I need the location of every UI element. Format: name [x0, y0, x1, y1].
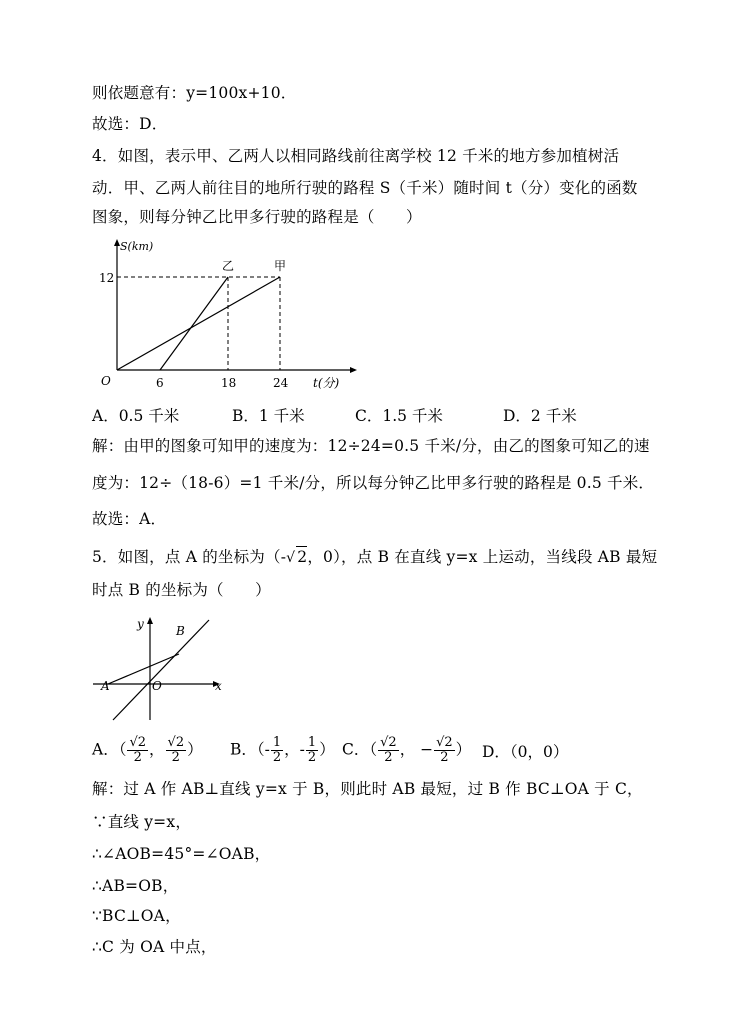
q5-option-b-label: B．（ [230, 740, 265, 759]
question-4-line1: 4．如图，表示甲、乙两人以相同路线前往离学校 12 千米的地方参加植树活 [92, 147, 620, 165]
label-o: O [152, 679, 162, 693]
question-4-line2: 动．甲、乙两人前往目的地所行驶的路程 S（千米）随时间 t（分）变化的函数 [92, 179, 638, 197]
fraction: $\frac{√2}{2}$ [436, 735, 453, 765]
q5-line1-pre: 5．如图，点 A 的坐标为（- [92, 548, 287, 566]
label-jia: 甲 [274, 259, 287, 273]
fraction: $\frac{1}{2}$ [307, 735, 317, 765]
q4-solution-line2: 度为：12÷（18-6）=1 千米/分，所以每分钟乙比甲多行驶的路程是 0.5 千米． [92, 474, 655, 492]
label-b: B [176, 624, 185, 638]
question-5-line1: 5．如图，点 A 的坐标为（-√ 2，0），点 B 在直线 y=x 上运动，当线段 AB 最短 [92, 548, 658, 566]
q5-option-a: A．（ $\frac{√2}{2}$ ， $\frac{√2}{2}$ ） [92, 735, 203, 765]
text-line: 故选：D． [92, 115, 168, 133]
q4-answer: 故选：A． [92, 510, 167, 528]
segment-ab [108, 654, 179, 684]
origin-label: O [101, 374, 111, 388]
x-tick-6: 6 [156, 376, 164, 390]
q5-option-b: B．（- $\frac{1}{2}$ ，- $\frac{1}{2}$ ） [230, 735, 335, 765]
line-yi [160, 277, 228, 370]
q4-option-d: D．2 千米 [503, 407, 577, 425]
label-x: x [215, 679, 222, 693]
q5-solution-line2: ∵直线 y=x， [92, 813, 192, 831]
q5-option-c-label: C．（ [342, 740, 378, 759]
line-jia [117, 277, 280, 370]
q5-solution-line5: ∵BC⊥OA， [92, 907, 181, 925]
y-tick-12: 12 [99, 271, 115, 285]
q5-solution-line6: ∴C 为 OA 中点， [92, 938, 217, 956]
q5-line1-radicand: 2 [297, 548, 308, 566]
q5-solution-line4: ∴AB=OB， [92, 877, 179, 895]
q4-option-a: A．0.5 千米 [92, 407, 180, 425]
q5-line1-post: ，0），点 B 在直线 y=x 上运动，当线段 AB 最短 [307, 548, 658, 566]
coordinate-graph [93, 614, 233, 724]
q5-solution-line1: 解：过 A 作 AB⊥直线 y=x 于 B，则此时 AB 最短，过 B 作 BC⊥OA 于 C， [92, 780, 643, 798]
y-axis-label: S(km) [120, 240, 154, 253]
q4-solution-line1: 解：由甲的图象可知甲的速度为：12÷24=0.5 千米/分，由乙的图象可知乙的速 [92, 437, 650, 455]
fraction: $\frac{1}{2}$ [272, 735, 282, 765]
q5-option-c: C．（ $\frac{√2}{2}$ ， − $\frac{√2}{2}$ ） [342, 735, 472, 765]
line-y-equals-x [113, 620, 209, 720]
fraction: $\frac{√2}{2}$ [167, 735, 185, 765]
x-tick-24: 24 [273, 376, 289, 390]
question-5-line2: 时点 B 的坐标为（ ） [92, 581, 271, 599]
fraction: $\frac{√2}{2}$ [129, 735, 147, 765]
label-y: y [137, 617, 144, 631]
label-yi: 乙 [222, 259, 235, 273]
x-tick-18: 18 [221, 376, 237, 390]
q4-option-b: B．1 千米 [232, 407, 305, 425]
question-4-line3: 图象，则每分钟乙比甲多行驶的路程是（ ） [92, 208, 422, 226]
q4-option-c: C．1.5 千米 [355, 407, 443, 425]
q5-option-a-label: A．（ [92, 740, 127, 759]
fraction: $\frac{√2}{2}$ [380, 735, 397, 765]
x-axis-label: t(分) [313, 376, 340, 390]
text-line: 则依题意有：y=100x+10． [92, 84, 297, 102]
q5-solution-line3: ∴∠AOB=45°=∠OAB， [92, 845, 271, 863]
distance-time-graph [95, 238, 355, 398]
label-a: A [101, 679, 110, 693]
q5-option-d: D．（0，0） [482, 743, 569, 761]
